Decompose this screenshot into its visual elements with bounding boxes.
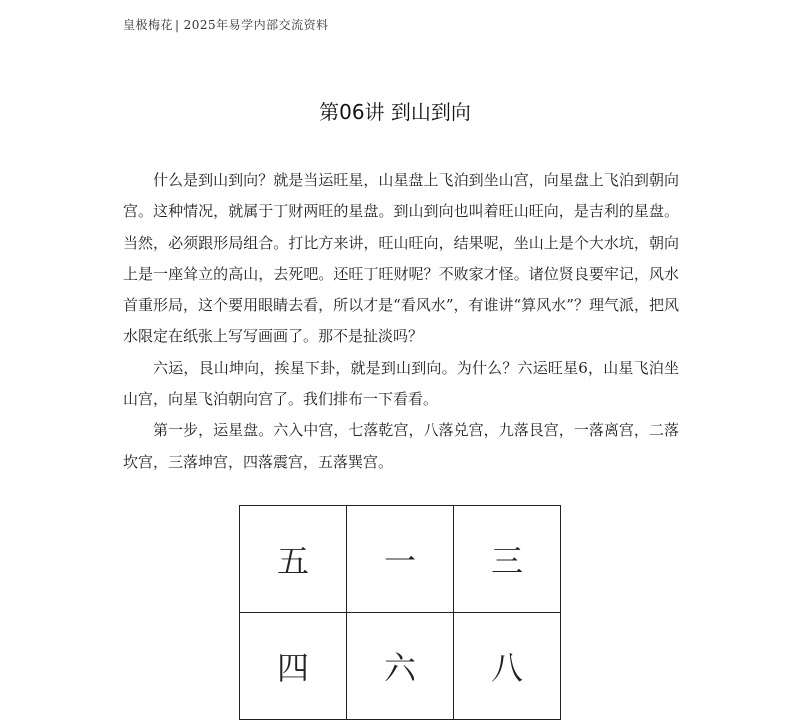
page-header [123, 16, 329, 33]
header-subtitle: 2025年易学内部交流资料 [183, 18, 329, 32]
grid-cell: 六 [347, 613, 454, 720]
lecture-title: 第06讲 到山到向 [319, 100, 471, 124]
paragraph: 第一步，运星盘。六入中宫，七落乾宫，八落兑宫，九落艮宫，一落离宫，二落坎宫，三落坤宫，四落震宫，五落巽宫。 [123, 421, 679, 471]
grid-cell: 三 [454, 506, 561, 613]
grid-row [240, 506, 561, 613]
header-separator: | [175, 18, 180, 32]
grid-row [240, 613, 561, 720]
grid-cell: 八 [454, 613, 561, 720]
body-text [123, 165, 679, 478]
grid-cell: 四 [240, 613, 347, 720]
paragraph: 六运，艮山坤向，挨星下卦，就是到山到向。为什么？六运旺星6，山星飞泊坐山宫，向星飞泊朝向宫了。我们排布一下看看。 [123, 358, 679, 409]
star-chart-grid [239, 505, 561, 720]
grid-cell: 五 [240, 506, 347, 613]
grid-cell: 一 [347, 506, 454, 613]
header-brand: 皇极梅花 [123, 18, 174, 32]
paragraph: 什么是到山到向？就是当运旺星，山星盘上飞泊到坐山宫，向星盘上飞泊到朝向宫。这种情况，就属于丁财两旺的星盘。到山到向也叫着旺山旺向，是吉利的星盘。当然，必须跟形局组合。打比方来讲，旺山旺向，结果呢，坐山上是个大水坑，朝向上是一座耸立的高山，去死吧。还旺丁旺财呢？不败家才怪。诸位贤良要牢记，风水首重形局，这个要用眼睛去看，所以才是“看风水”，有谁讲“算风水”？理气派，把风水限定在纸张上写写画画了。那不是扯淡吗？ [123, 171, 679, 346]
